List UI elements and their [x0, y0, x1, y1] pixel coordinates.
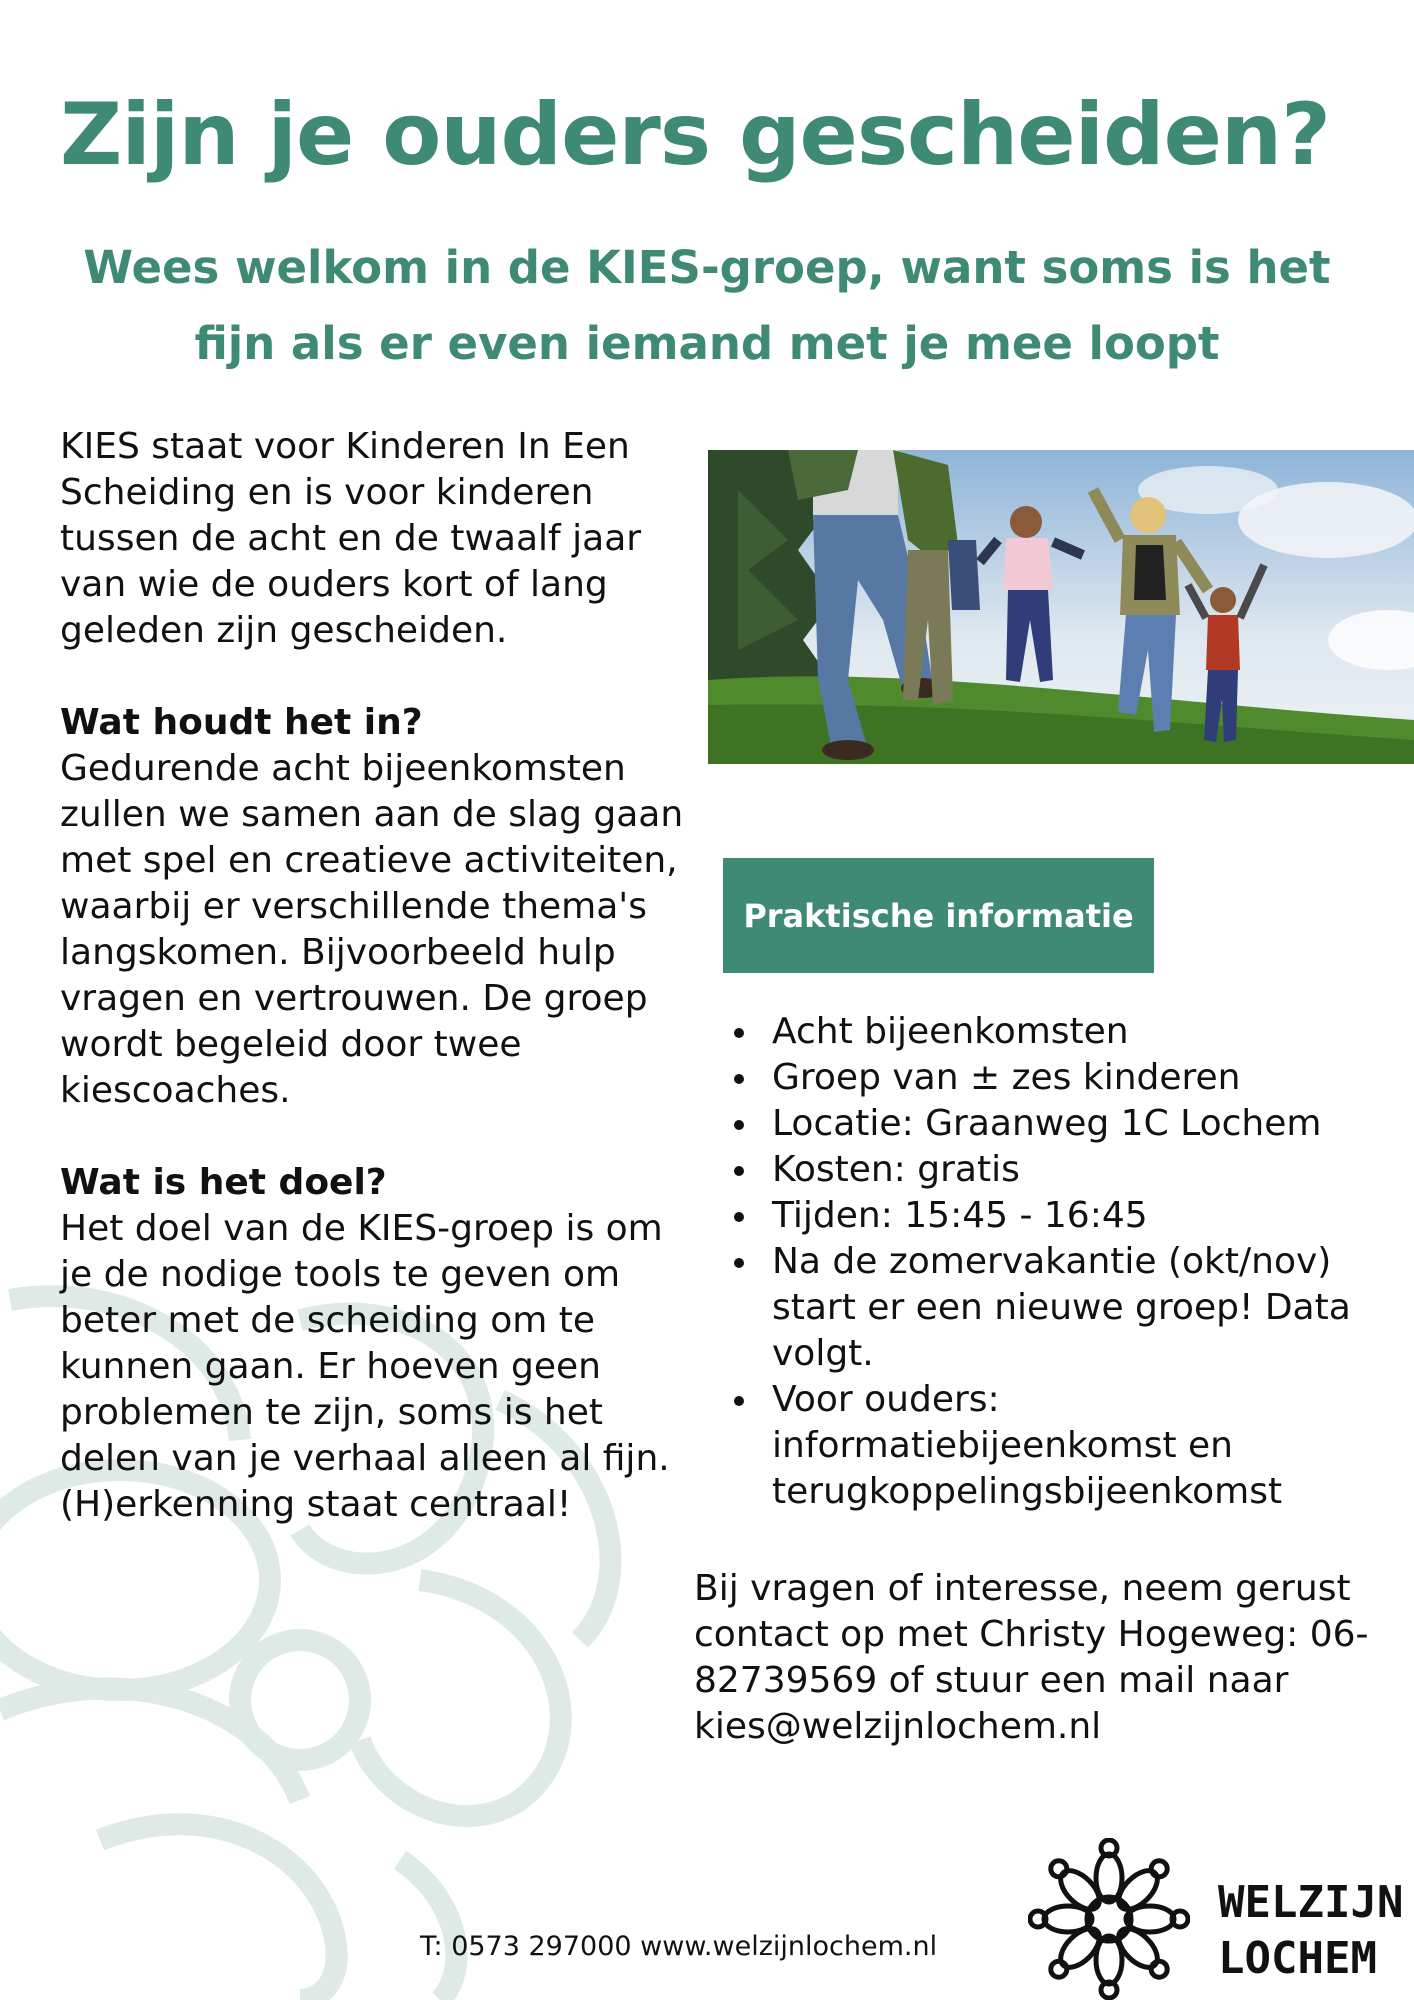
section-body-wat-is-het-doel: Het doel van de KIES-groep is om je de nodige tools te geven om beter met de scheiding om te kunnen gaan. Er hoeven geen problemen te zijn, soms is het delen van je verhaal alleen al fijn. (H)erkenning staat centraal! [60, 1208, 670, 1525]
practical-info-list [724, 1009, 1414, 1515]
section-heading-wat-is-het-doel: Wat is het doel? [60, 1162, 387, 1203]
list-item: Kosten: gratis [724, 1147, 1414, 1193]
list-item: Na de zomervakantie (okt/nov) start er een nieuwe groep! Data volgt. [724, 1239, 1414, 1377]
logo-wordmark [1218, 1875, 1403, 1987]
praktische-informatie-button[interactable]: Praktische informatie [723, 858, 1154, 973]
subtitle-line-2: fijn als er even iemand met je mee loopt [194, 317, 1220, 370]
contact-text: Bij vragen of interesse, neem gerust contact op met Christy Hogeweg: 06-82739569 of stuur een mail naar kies@welzijnlochem.nl [694, 1568, 1369, 1747]
footer-contact-line: T: 0573 297000 www.welzijnlochem.nl [420, 1931, 938, 1962]
list-item: Groep van ± zes kinderen [724, 1055, 1414, 1101]
list-item: Locatie: Graanweg 1C Lochem [724, 1101, 1414, 1147]
logo-line-2: LOCHEM [1218, 1933, 1377, 1984]
left-column [60, 424, 690, 1528]
section-heading-wat-houdt-het-in: Wat houdt het in? [60, 702, 423, 743]
children-running-photo [708, 450, 1414, 764]
subtitle [40, 230, 1374, 382]
intro-text: KIES staat voor Kinderen In Een Scheiding en is voor kinderen tussen de acht en de twaalf jaar van wie de ouders kort of lang geleden zijn gescheiden. [60, 426, 642, 651]
logo-line-1: WELZIJN [1218, 1877, 1404, 1928]
list-item: Acht bijeenkomsten [724, 1009, 1414, 1055]
list-item: Tijden: 15:45 - 16:45 [724, 1193, 1414, 1239]
subtitle-line-1: Wees welkom in de KIES-groep, want soms is het [83, 241, 1331, 294]
page-title: Zijn je ouders gescheiden? [60, 85, 1331, 185]
flower-ring-logo-icon [1028, 1838, 1190, 2000]
section-body-wat-houdt-het-in: Gedurende acht bijeenkomsten zullen we samen aan de slag gaan met spel en creatieve activiteiten, waarbij er verschillende thema's langskomen. Bijvoorbeeld hulp vragen en vertrouwen. De groep wordt begeleid door twee kiescoaches. [60, 748, 684, 1111]
list-item: Voor ouders: informatiebijeenkomst en terugkoppelingsbijeenkomst [724, 1377, 1414, 1515]
